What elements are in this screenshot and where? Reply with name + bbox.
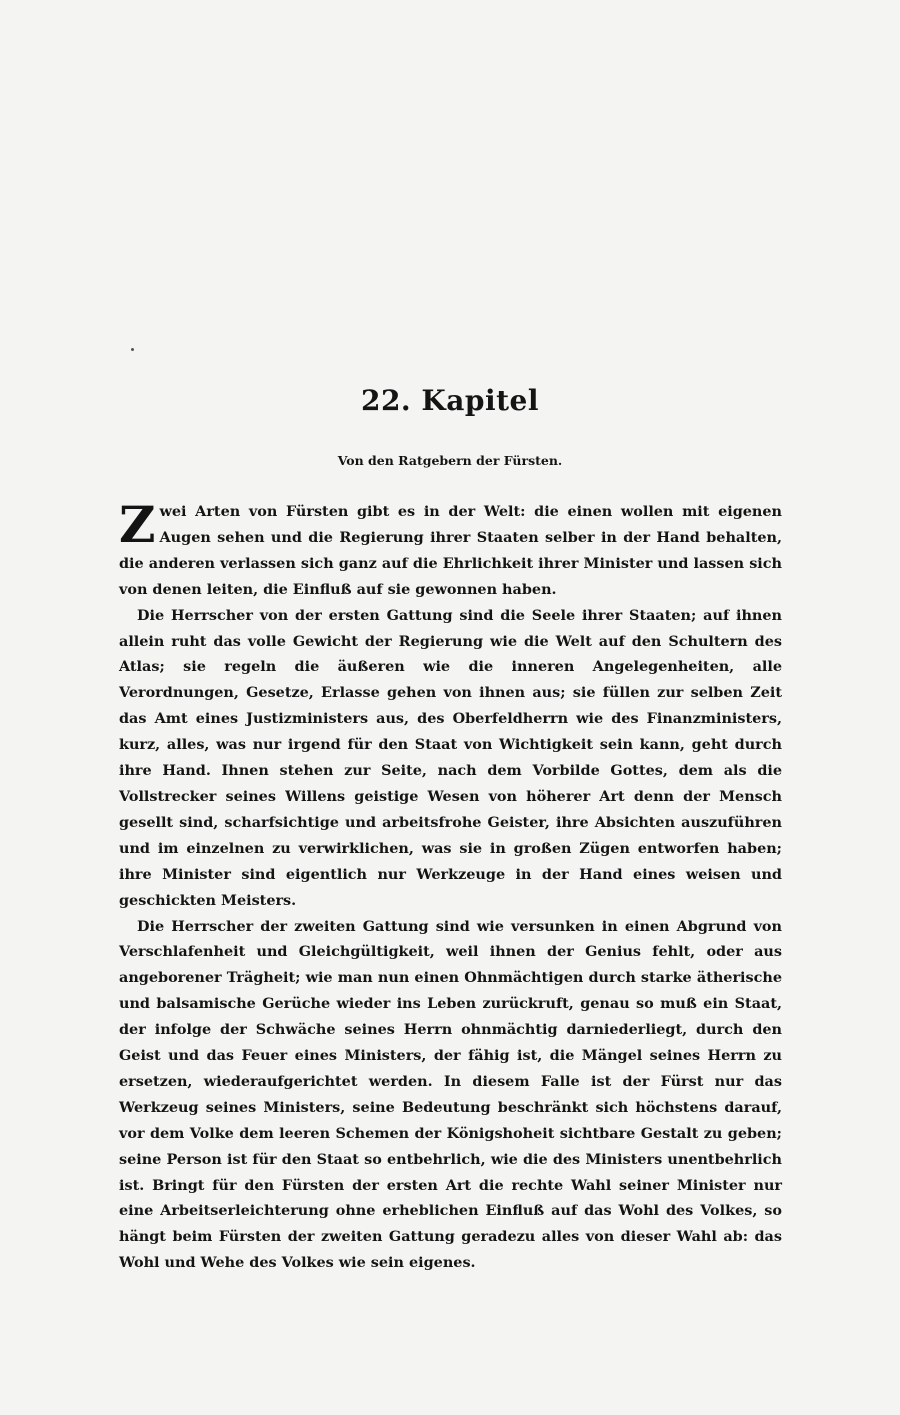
paragraph-text: wei Arten von Fürsten gibt es in der Welt: die einen wollen mit eigenen Augen sehen und die Regierung ihrer Staaten selber in der Hand behalten, die anderen verlassen sich ganz auf die Ehrlichkeit ihrer Minister und lassen sich von denen leiten, die Einfluß auf sie gewonnen haben. bbox=[119, 503, 782, 598]
paragraph-text: Die Herrscher der zweiten Gattung sind wie versunken in einen Abgrund von Verschlafenheit und Gleichgültigkeit, weil ihnen der Genius fehlt, oder aus angeborener Trägheit; wie man nun einen Ohnmächtigen durch starke ätherische und balsamische Gerüche wieder ins Leben zurückruft, genau so muß ein Staat, der infolge der Schwäche seines Herrn ohnmächtig darniederliegt, durch den Geist und das Feuer eines Ministers, der fähig ist, die Mängel seines Herrn zu ersetzen, wiederaufgerichtet werden. In diesem Falle ist der Fürst nur das Werkzeug seines Ministers, seine Bedeutung beschränkt sich höchstens darauf, vor dem Volke dem leeren Schemen der Königshoheit sichtbare Gestalt zu geben; seine Person ist für den Staat so entbehrlich, wie die des Ministers unentbehrlich ist. Bringt für den Fürsten der ersten Art die rechte Wahl seiner Minister nur eine Arbeitserleichterung ohne erheblichen Einfluß auf das Wohl des Volkes, so hängt beim Fürsten der zweiten Gattung geradezu alles von dieser Wahl ab: das Wohl und Wehe des Volkes wie sein eigenes. bbox=[119, 917, 782, 1272]
paragraph-1 bbox=[119, 495, 782, 603]
paragraph-text: Die Herrscher von der ersten Gattung sind die Seele ihrer Staaten; auf ihnen allein ruht das volle Gewicht der Regierung wie die Welt auf den Schultern des Atlas; sie regeln die äußeren wie die inneren Angelegenheiten, alle Verordnungen, Gesetze, Erlasse gehen von ihnen aus; sie füllen zur selben Zeit das Amt eines Justizministers aus, des Oberfeldherrn wie des Finanzministers, kurz, alles, was nur irgend für den Staat von Wichtigkeit sein kann, geht durch ihre Hand. Ihnen stehen zur Seite, nach dem Vorbilde Gottes, dem als die Vollstrecker seines Willens geistige Wesen von höherer Art denn der Mensch gesellt sind, scharfsichtige und arbeitsfrohe Geister, ihre Absichten auszuführen und im einzelnen zu verwirklichen, was sie in großen Zügen entworfen haben; ihre Minister sind eigentlich nur Werkzeuge in der Hand eines weisen und geschickten Meisters. bbox=[119, 606, 782, 909]
drop-cap: Z bbox=[119, 495, 156, 554]
chapter-body bbox=[119, 495, 782, 1276]
paragraph-2 bbox=[119, 603, 782, 914]
chapter-subtitle: Von den Ratgebern der Fürsten. bbox=[337, 453, 563, 468]
stray-mark bbox=[131, 348, 134, 351]
chapter-title: 22. Kapitel bbox=[360, 384, 540, 417]
paragraph-3 bbox=[119, 914, 782, 1277]
